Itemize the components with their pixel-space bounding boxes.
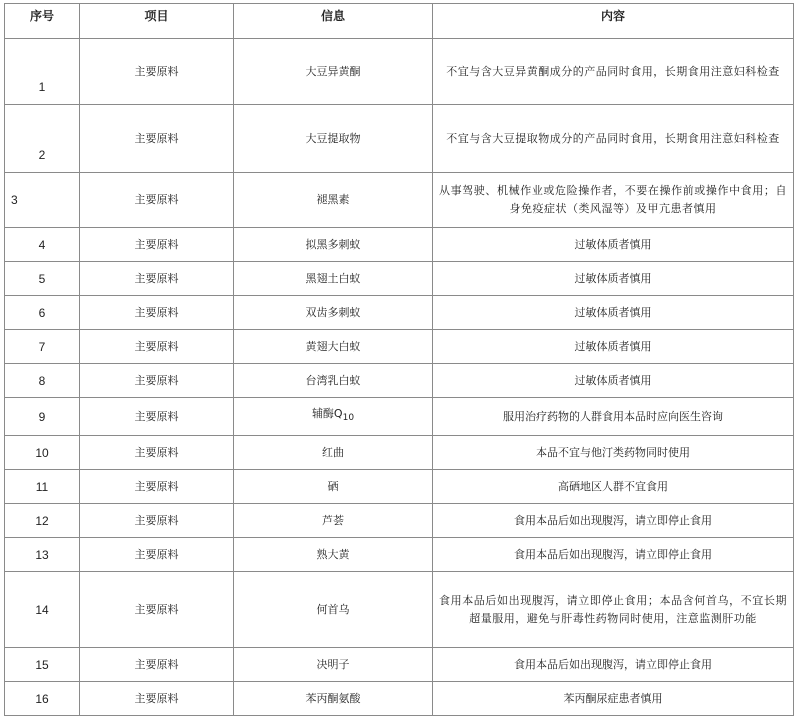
ingredient-warning-table — [4, 3, 794, 716]
row-content: 过敏体质者慎用 — [433, 262, 794, 296]
row-item: 主要原料 — [80, 173, 234, 228]
row-item: 主要原料 — [80, 470, 234, 504]
header-content: 内容 — [433, 4, 794, 39]
row-content: 服用治疗药物的人群食用本品时应向医生咨询 — [433, 398, 794, 436]
table-row — [5, 436, 794, 470]
row-content: 食用本品后如出现腹泻，请立即停止食用 — [433, 648, 794, 682]
row-info: 黄翅大白蚁 — [234, 330, 433, 364]
table-row — [5, 262, 794, 296]
row-item: 主要原料 — [80, 682, 234, 716]
row-info: 何首乌 — [234, 572, 433, 648]
row-seq: 16 — [5, 682, 80, 716]
table-row — [5, 228, 794, 262]
row-seq: 5 — [5, 262, 80, 296]
row-info: 大豆异黄酮 — [234, 39, 433, 105]
row-item: 主要原料 — [80, 330, 234, 364]
row-info: 硒 — [234, 470, 433, 504]
row-seq: 4 — [5, 228, 80, 262]
row-seq: 11 — [5, 470, 80, 504]
row-item: 主要原料 — [80, 436, 234, 470]
row-seq: 6 — [5, 296, 80, 330]
row-content: 苯丙酮尿症患者慎用 — [433, 682, 794, 716]
row-seq: 8 — [5, 364, 80, 398]
row-seq: 7 — [5, 330, 80, 364]
header-info: 信息 — [234, 4, 433, 39]
row-info: 熟大黄 — [234, 538, 433, 572]
row-item: 主要原料 — [80, 262, 234, 296]
table-row — [5, 648, 794, 682]
row-item: 主要原料 — [80, 648, 234, 682]
row-item: 主要原料 — [80, 572, 234, 648]
table-row — [5, 39, 794, 105]
table-row — [5, 572, 794, 648]
table-row — [5, 470, 794, 504]
row-content: 食用本品后如出现腹泻，请立即停止食用 — [433, 504, 794, 538]
row-content: 过敏体质者慎用 — [433, 364, 794, 398]
row-info: 红曲 — [234, 436, 433, 470]
row-content: 高硒地区人群不宜食用 — [433, 470, 794, 504]
row-seq: 9 — [5, 398, 80, 436]
row-seq: 13 — [5, 538, 80, 572]
row-info-cell — [234, 398, 433, 436]
row-info: 拟黑多刺蚁 — [234, 228, 433, 262]
row-item: 主要原料 — [80, 364, 234, 398]
row-info: 芦荟 — [234, 504, 433, 538]
row-item: 主要原料 — [80, 296, 234, 330]
row-seq: 12 — [5, 504, 80, 538]
row-seq: 14 — [5, 572, 80, 648]
row-info: 大豆提取物 — [234, 105, 433, 173]
row-content: 过敏体质者慎用 — [433, 330, 794, 364]
header-seq: 序号 — [5, 4, 80, 39]
table-row — [5, 398, 794, 436]
row-item: 主要原料 — [80, 228, 234, 262]
table-row — [5, 504, 794, 538]
row-item: 主要原料 — [80, 105, 234, 173]
row-info: 辅酶Q — [311, 407, 343, 421]
row-content: 食用本品后如出现腹泻，请立即停止食用 — [433, 538, 794, 572]
table-row — [5, 105, 794, 173]
row-info: 决明子 — [234, 648, 433, 682]
table-row — [5, 538, 794, 572]
row-seq: 3 — [5, 173, 80, 228]
row-content: 从事驾驶、机械作业或危险操作者，不要在操作前或操作中食用；自身免疫症状（类风湿等）及甲亢患者慎用 — [433, 173, 794, 228]
row-item: 主要原料 — [80, 398, 234, 436]
row-info: 褪黑素 — [234, 173, 433, 228]
row-seq: 10 — [5, 436, 80, 470]
row-seq: 2 — [5, 105, 80, 173]
table-row — [5, 364, 794, 398]
table-row — [5, 173, 794, 228]
row-item: 主要原料 — [80, 39, 234, 105]
row-info: 双齿多刺蚁 — [234, 296, 433, 330]
row-item: 主要原料 — [80, 538, 234, 572]
row-content: 过敏体质者慎用 — [433, 296, 794, 330]
row-info: 黑翅土白蚁 — [234, 262, 433, 296]
table-row — [5, 330, 794, 364]
row-content: 本品不宜与他汀类药物同时使用 — [433, 436, 794, 470]
row-content: 不宜与含大豆提取物成分的产品同时食用，长期食用注意妇科检查 — [433, 105, 794, 173]
header-row — [5, 4, 794, 39]
header-item: 项目 — [80, 4, 234, 39]
table-row — [5, 296, 794, 330]
row-info: 台湾乳白蚁 — [234, 364, 433, 398]
row-content: 食用本品后如出现腹泻，请立即停止食用；本品含何首乌，不宜长期超量服用，避免与肝毒性药物同时使用，注意监测肝功能 — [433, 572, 794, 648]
row-item: 主要原料 — [80, 504, 234, 538]
table-row — [5, 682, 794, 716]
row-content: 过敏体质者慎用 — [433, 228, 794, 262]
row-seq: 15 — [5, 648, 80, 682]
row-seq: 1 — [5, 39, 80, 105]
row-info: 苯丙酮氨酸 — [234, 682, 433, 716]
row-content: 不宜与含大豆异黄酮成分的产品同时食用，长期食用注意妇科检查 — [433, 39, 794, 105]
row-info-subscript: 10 — [342, 413, 355, 424]
